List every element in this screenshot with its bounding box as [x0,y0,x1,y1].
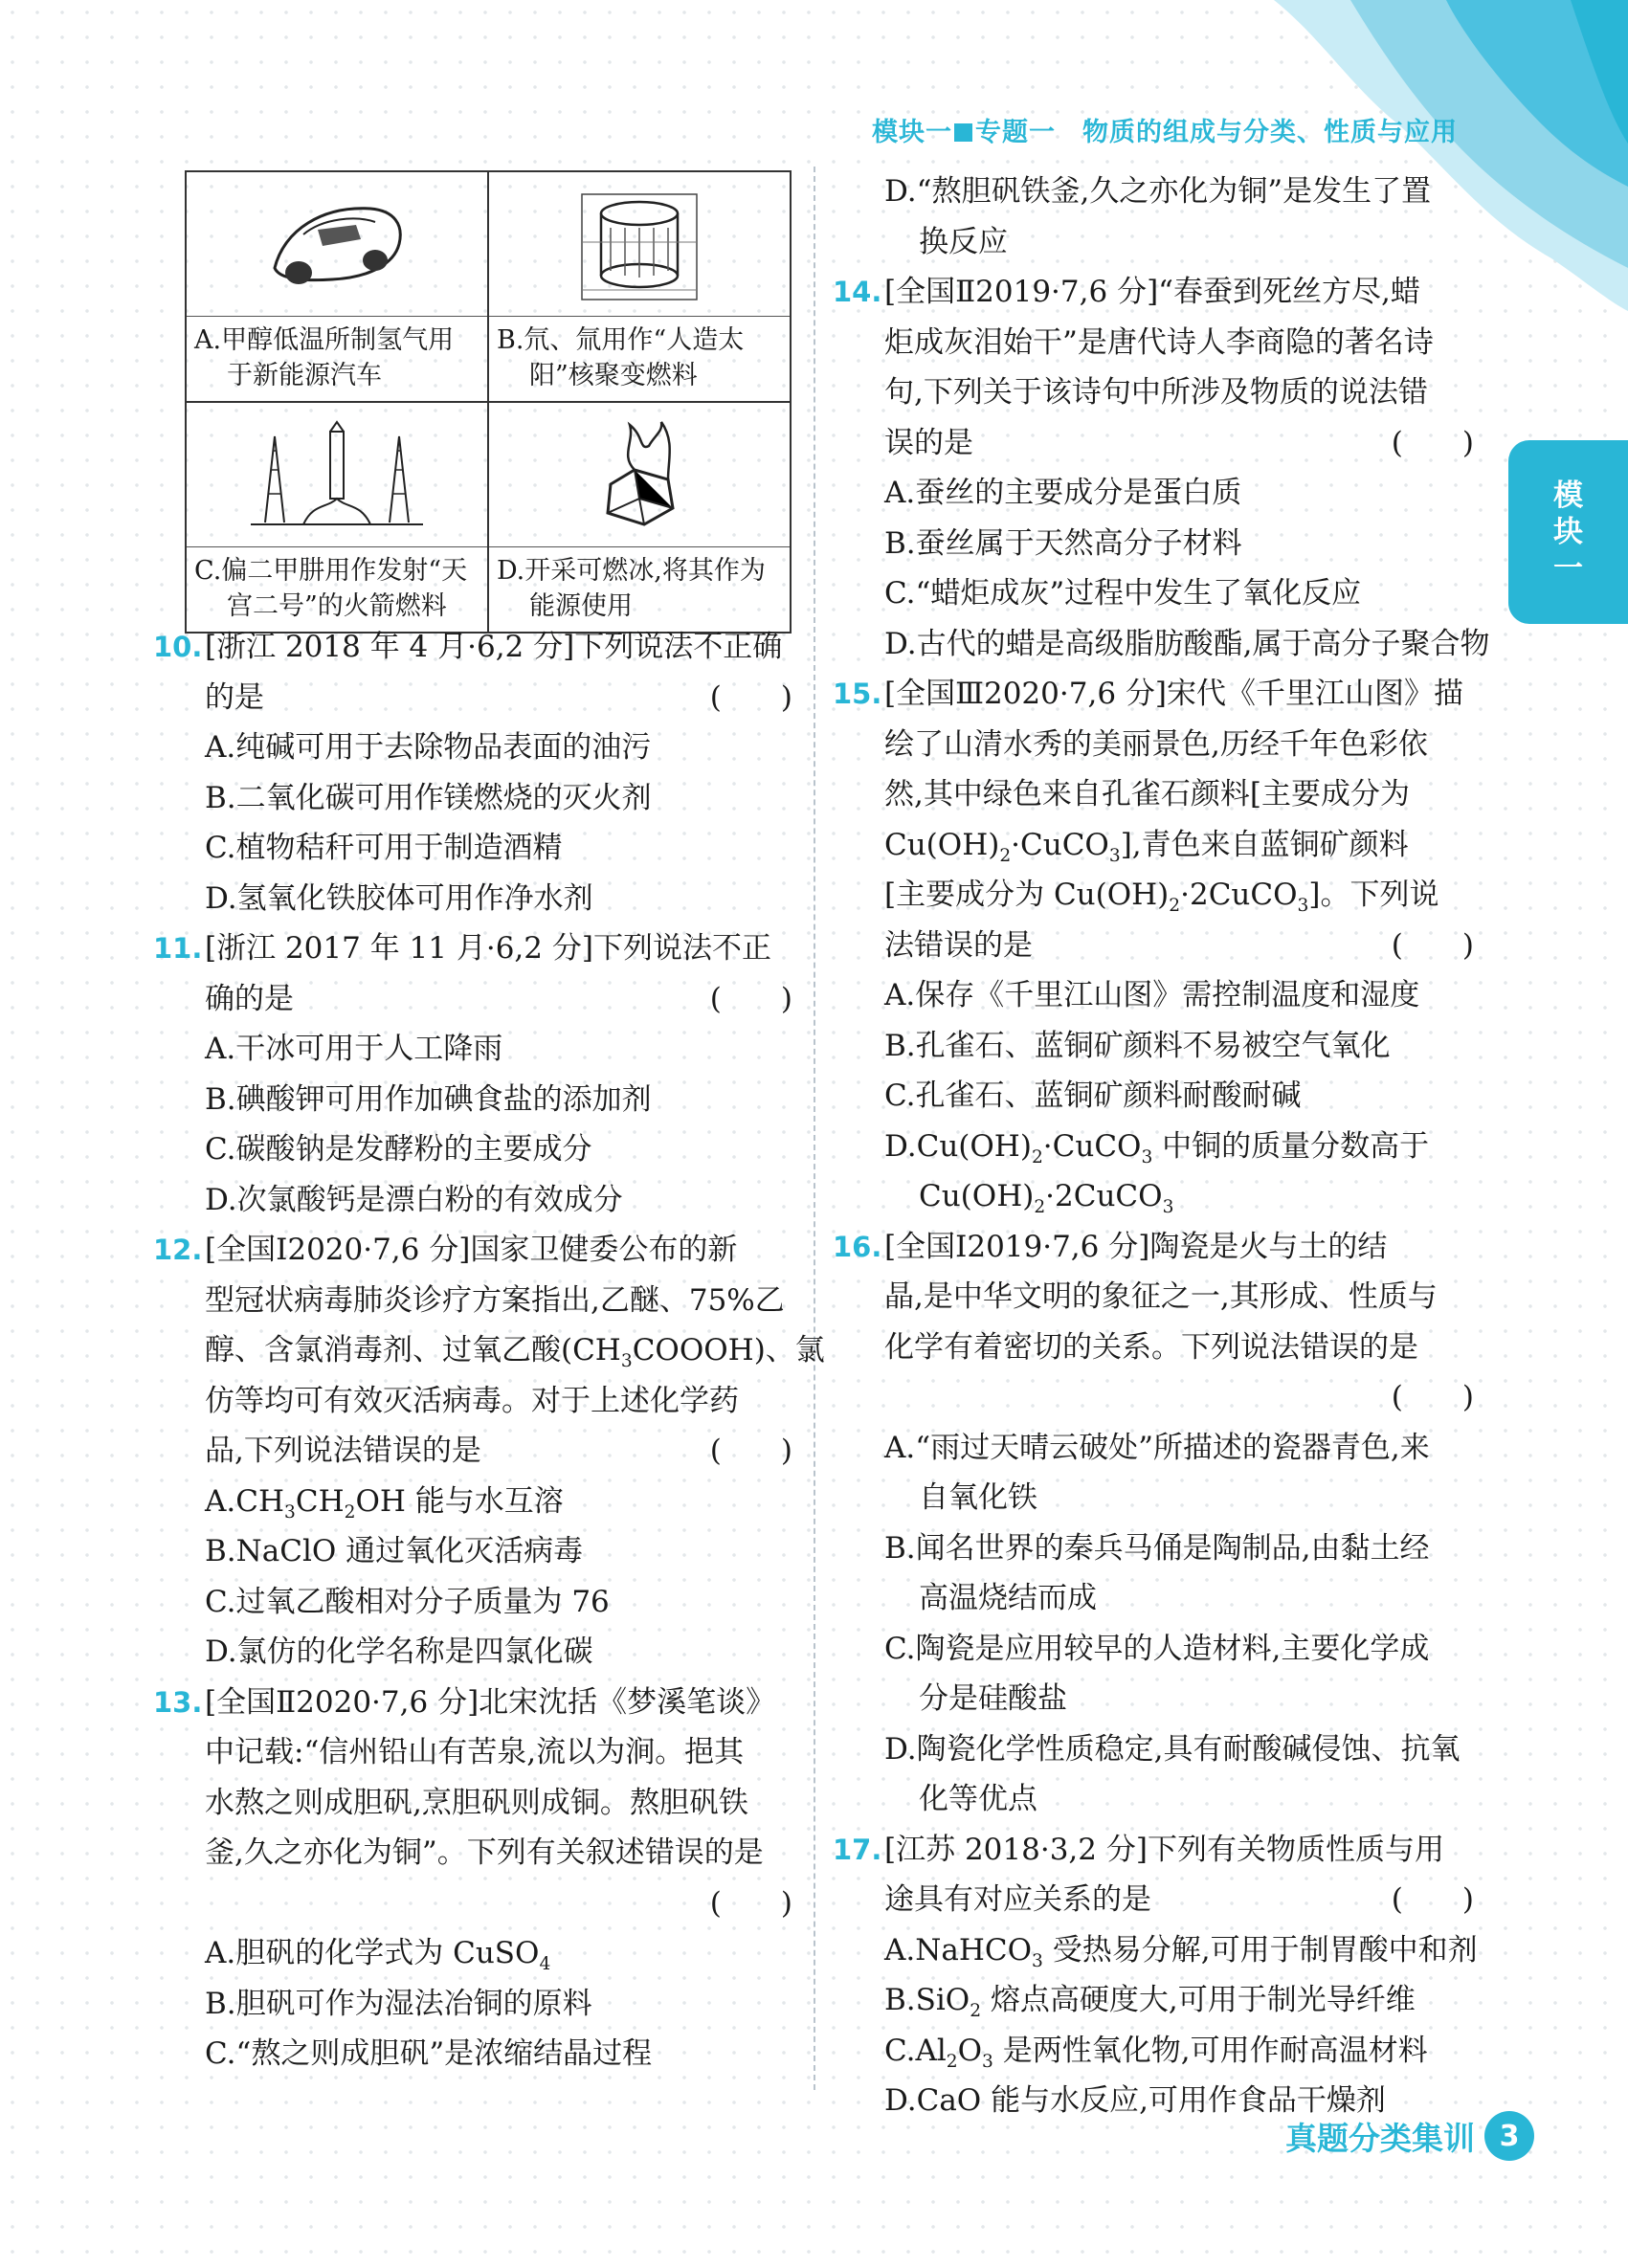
question-12: 12. [全国Ⅰ2020·7,6 分]国家卫健委公布的新 型冠状病毒肺炎诊疗方案指出,乙醚、75%乙 醇、含氯消毒剂、过氧乙酸$(CH_3COOOH)$、氯 仿等均可有效灭活病毒。对于上述化学药 品,下列说法错误的是 ( ) [153,1233,825,1468]
option-14-b: B.蚕丝属于天然高分子材料 [884,525,1242,561]
right-column [833,167,1490,2126]
option-17-b: B.SiO$_2$ 熔点高硬度大,可用于制光导纤维 [884,1983,1416,2022]
question-15: 15. [全国Ⅲ2020·7,6 分]宋代《千里江山图》描 绘了山清水秀的美丽景色,历经千年色彩依 然,其中绿色来自孔雀石颜料[主要成分为 $Cu(OH)_2\cdot CuCO_3$],青色来自蓝铜矿颜料 [主要成分为 $Cu(OH)_2\cdot 2CuCO_3$]。下列说 法错误的是 ( ) [833,677,1474,963]
footer-label: 真题分类集训 [1285,2119,1475,2157]
car-illustration [265,191,409,297]
page-number: 3 [1484,2111,1534,2161]
option-13-d-cont: 换反应 [919,224,1008,259]
option-16-b-cont: 高温烧结而成 [919,1581,1097,1615]
option-14-d: D.古代的蜡是高级脂肪酸酯,属于高分子聚合物 [884,626,1490,661]
option-17-a: A.NaHCO$_3$ 受热易分解,可用于制胃酸中和剂 [884,1932,1478,1971]
option-15-b: B.孔雀石、蓝铜矿颜料不易被空气氧化 [884,1028,1391,1063]
option-14-a: A.蚕丝的主要成分是蛋白质 [884,476,1242,510]
option-11-a: A.干冰可用于人工降雨 [205,1032,503,1066]
option-15-d: $D.Cu(OH)_2\cdot CuCO_3$ 中铜的质量分数高于 [884,1128,1430,1167]
page-header: 模块一 专题一 物质的组成与分类、性质与应用 [872,118,1458,147]
option-15-c: C.孔雀石、蓝铜矿颜料耐酸耐碱 [884,1078,1302,1113]
option-10-c: C.植物秸秆可用于制造酒精 [205,831,563,865]
option-15-d-cont: $Cu(OH)_2\cdot 2CuCO_3$ [919,1179,1174,1218]
option-16-d-cont: 化等优点 [919,1782,1037,1816]
question-13: 13. [全国Ⅱ2020·7,6 分]北宋沈括《梦溪笔谈》 中记载:“信州铅山有苦泉,流以为涧。挹其 水熬之则成胆矾,烹胆矾则成铜。熬胆矾铁 釜,久之亦化为铜”。下列有关叙述错误的是 ( ) [153,1684,792,1921]
flammable-ice-illustration [587,417,692,532]
question-17: 17. [江苏 2018·3,2 分]下列有关物质性质与用 途具有对应关系的是 ( ) [833,1832,1474,1917]
left-column [153,622,825,2079]
option-16-c-cont: 分是硅酸盐 [919,1681,1067,1716]
fusion-reactor-illustration [572,185,706,304]
question-16: 16. [全国Ⅰ2019·7,6 分]陶瓷是火与土的结 晶,是中华文明的象征之一,其形成、性质与 化学有着密切的关系。下列说法错误的是 ( ) [833,1229,1474,1414]
option-13-a: A.胆矾的化学式为 CuSO$_4$ [205,1936,551,1975]
option-13-d: D.“熬胆矾铁釜,久之亦化为铜”是发生了置 [884,174,1432,209]
option-12-b: B.NaClO 通过氧化灭活病毒 [205,1534,584,1568]
option-16-b: B.闻名世界的秦兵马俑是陶制品,由黏土经 [884,1530,1430,1566]
question-10: 10. [浙江 2018 年 4 月·6,2 分]下列说法不正确 的是 ( ) [153,630,792,715]
option-17-d: D.CaO 能与水反应,可用作食品干燥剂 [884,2083,1386,2118]
page-footer [1285,2111,1534,2161]
option-12-c: C.过氧乙酸相对分子质量为 76 [205,1584,610,1619]
figure-cell-d: D.开采可燃冰,将其作为 能源使用 [488,402,791,633]
figure-table [185,170,792,634]
option-16-d: D.陶瓷化学性质稳定,具有耐酸碱侵蚀、抗氧 [884,1731,1461,1767]
option-16-a-cont: 自氧化铁 [919,1480,1037,1515]
option-10-d: D.氢氧化铁胶体可用作净水剂 [205,880,593,916]
option-12-d: D.氯仿的化学名称是四氯化碳 [205,1634,593,1669]
option-12-a: $A.CH_3CH_2OH$ 能与水互溶 [205,1483,564,1523]
option-13-b: B.胆矾可作为湿法冶铜的原料 [205,1986,592,2021]
column-divider [814,167,815,2090]
option-11-c: C.碳酸钠是发酵粉的主要成分 [205,1132,592,1167]
option-10-b: B.二氧化碳可用作镁燃烧的灭火剂 [205,780,652,815]
option-11-d: D.次氯酸钙是漂白粉的有效成分 [205,1182,623,1217]
option-13-c: C.“熬之则成胆矾”是浓缩结晶过程 [205,2036,653,2071]
figure-cell-b: B.氘、氚用作“人造太 阳”核聚变燃料 [488,171,791,402]
option-10-a: A.纯碱可用于去除物品表面的油污 [205,730,652,765]
option-17-c: $C.Al_2O_3$ 是两性氧化物,可用作耐高温材料 [884,2033,1428,2072]
option-16-a: A.“雨过天晴云破处”所描述的瓷器青色,来 [884,1430,1430,1465]
rocket-launch-illustration [246,417,428,532]
module-tab: 模块一 [1508,440,1628,624]
question-11: 11. [浙江 2017 年 11 月·6,2 分]下列说法不正 确的是 ( ) [153,931,792,1016]
figure-cell-c: C.偏二甲肼用作发射“天 宫二号”的火箭燃料 [186,402,488,633]
figure-cell-a: A.甲醇低温所制氢气用 于新能源汽车 [186,171,488,402]
option-15-a: A.保存《千里江山图》需控制温度和湿度 [884,978,1420,1012]
option-14-c: C.“蜡炬成灰”过程中发生了氧化反应 [884,576,1362,611]
option-11-b: B.碘酸钾可用作加碘食盐的添加剂 [205,1081,652,1117]
option-16-c: C.陶瓷是应用较早的人造材料,主要化学成 [884,1631,1430,1666]
question-14: 14. [全国Ⅱ2019·7,6 分]“春蚕到死丝方尽,蜡 炬成灰泪始干”是唐代诗人李商隐的著名诗 句,下列关于该诗句中所涉及物质的说法错 误的是 ( ) [833,275,1474,460]
